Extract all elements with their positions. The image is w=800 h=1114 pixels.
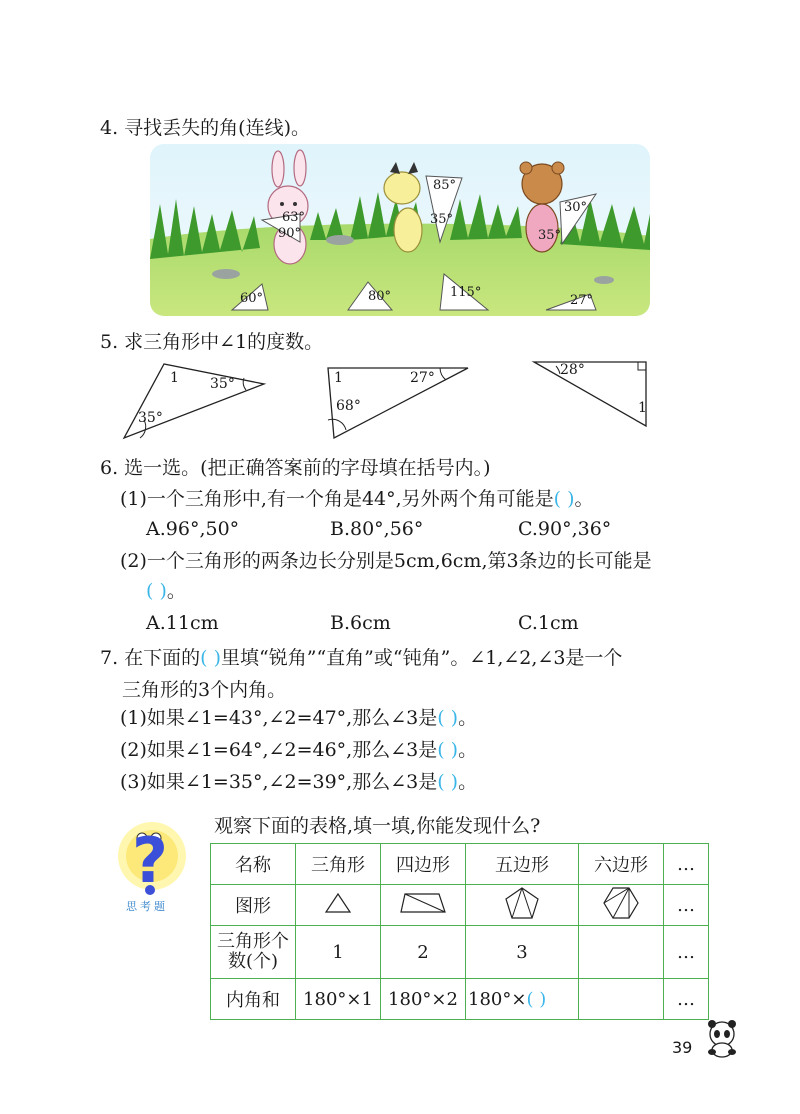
polygon-table — [210, 843, 709, 1020]
q4-title: 4. 寻找丢失的角(连线)。 — [100, 117, 310, 139]
answer-blank[interactable]: ( ) — [437, 771, 459, 793]
table-header-cell: 四边形 — [381, 844, 466, 885]
table-row — [211, 885, 709, 926]
think-badge — [112, 820, 192, 913]
table-cell: … — [664, 926, 709, 979]
table-row — [211, 926, 709, 979]
q6-option: B.6cm — [330, 612, 391, 634]
angle-label: 1 — [334, 370, 343, 386]
q7-item-end: 。 — [458, 739, 478, 761]
angle-label: 60° — [240, 291, 264, 306]
answer-blank: ( ) — [200, 647, 222, 669]
triangle-shape — [324, 892, 352, 914]
q7-line1 — [100, 646, 622, 670]
q6-part1-end: 。 — [574, 488, 594, 510]
table-header-cell: 名称 — [211, 844, 296, 885]
angle-label: 68° — [336, 398, 361, 414]
angle-label: 115° — [450, 285, 482, 300]
answer-blank[interactable]: ( ) — [437, 707, 459, 729]
angle-label: 35° — [210, 376, 235, 392]
table-cell: 180°×1 — [296, 979, 381, 1020]
row-label: 三角形个 — [217, 931, 289, 952]
angle-label: 1 — [170, 370, 179, 386]
table-cell-text: 180°× — [468, 988, 527, 1010]
think-intro: 观察下面的表格,填一填,你能发现什么? — [214, 815, 541, 837]
hexagon-shape — [602, 886, 640, 920]
q7-item-text: (2)如果∠1=64°,∠2=46°,那么∠3是 — [120, 739, 438, 761]
q6-part2: (2)一个三角形的两条边长分别是5cm,6cm,第3条边的长可能是 — [120, 550, 652, 572]
angle-label: 35° — [430, 212, 454, 227]
table-cell: 1 — [296, 926, 381, 979]
q7-line1-a: 7. 在下面的 — [100, 647, 201, 669]
q7-line2: 三角形的3个内角。 — [122, 679, 287, 701]
angle-label: 1 — [638, 400, 647, 416]
panda-icon — [700, 1018, 744, 1058]
angle-label: 35° — [138, 410, 163, 426]
q6-part1 — [120, 487, 594, 511]
table-row — [211, 844, 709, 885]
q6-option: B.80°,56° — [330, 518, 424, 540]
table-cell: 2 — [381, 926, 466, 979]
table-cell[interactable] — [466, 979, 579, 1020]
q7-item-text: (3)如果∠1=35°,∠2=39°,那么∠3是 — [120, 771, 438, 793]
answer-blank[interactable]: ( ) — [553, 488, 575, 510]
question-mark: ? — [132, 824, 168, 897]
table-cell — [466, 885, 579, 926]
think-badge-label: 思考题 — [126, 900, 168, 913]
table-cell — [579, 885, 664, 926]
answer-blank[interactable]: ( ) — [437, 739, 459, 761]
table-cell[interactable] — [579, 926, 664, 979]
q7-line1-b: 里填“锐角”“直角”或“钝角”。∠1,∠2,∠3是一个 — [221, 647, 623, 669]
answer-blank[interactable]: ( ) — [146, 580, 167, 602]
table-header-cell: … — [664, 844, 709, 885]
angle-label: 35° — [538, 228, 562, 243]
table-cell: 图形 — [211, 885, 296, 926]
q7-item — [120, 706, 477, 730]
page-number: 39 — [672, 1038, 693, 1057]
angle-label: 28° — [560, 362, 585, 378]
table-cell: 内角和 — [211, 979, 296, 1020]
q6-part2-end: 。 — [166, 580, 186, 602]
table-row — [211, 979, 709, 1020]
table-cell — [211, 926, 296, 979]
q7-item-text: (1)如果∠1=43°,∠2=47°,那么∠3是 — [120, 707, 438, 729]
q7-item-end: 。 — [458, 771, 478, 793]
q4-illustration — [150, 144, 650, 316]
table-cell[interactable] — [579, 979, 664, 1020]
q7-item — [120, 738, 477, 762]
q6-part2-blank-line — [146, 579, 186, 603]
q6-option: A.96°,50° — [146, 518, 240, 540]
quadrilateral-shape — [399, 892, 447, 914]
answer-blank[interactable]: ( ) — [526, 988, 547, 1010]
q6-option: A.11cm — [146, 612, 219, 634]
angle-label: 27° — [570, 293, 594, 308]
table-cell: … — [664, 979, 709, 1020]
table-header-cell: 三角形 — [296, 844, 381, 885]
q6-option: C.90°,36° — [518, 518, 612, 540]
q6-part1-text: (1)一个三角形中,有一个角是44°,另外两个角可能是 — [120, 488, 554, 510]
q7-item-end: 。 — [458, 707, 478, 729]
angle-label: 80° — [368, 289, 392, 304]
table-cell: 180°×2 — [381, 979, 466, 1020]
row-label: 数(个) — [227, 951, 279, 972]
angle-label: 27° — [410, 370, 435, 386]
table-header-cell: 六边形 — [579, 844, 664, 885]
q6-option: C.1cm — [518, 612, 579, 634]
table-cell — [296, 885, 381, 926]
angle-label: 63° — [282, 210, 306, 225]
q6-title: 6. 选一选。(把正确答案前的字母填在括号内。) — [100, 457, 491, 479]
table-cell — [381, 885, 466, 926]
table-cell: 3 — [466, 926, 579, 979]
q7-item — [120, 770, 477, 794]
table-header-cell: 五边形 — [466, 844, 579, 885]
q4-scene — [150, 144, 650, 316]
angle-label: 30° — [564, 200, 588, 215]
table-cell: … — [664, 885, 709, 926]
pentagon-shape — [504, 886, 540, 920]
q5-title: 5. 求三角形中∠1的度数。 — [100, 331, 324, 353]
angle-label: 85° — [433, 178, 457, 193]
angle-label: 90° — [278, 226, 302, 241]
